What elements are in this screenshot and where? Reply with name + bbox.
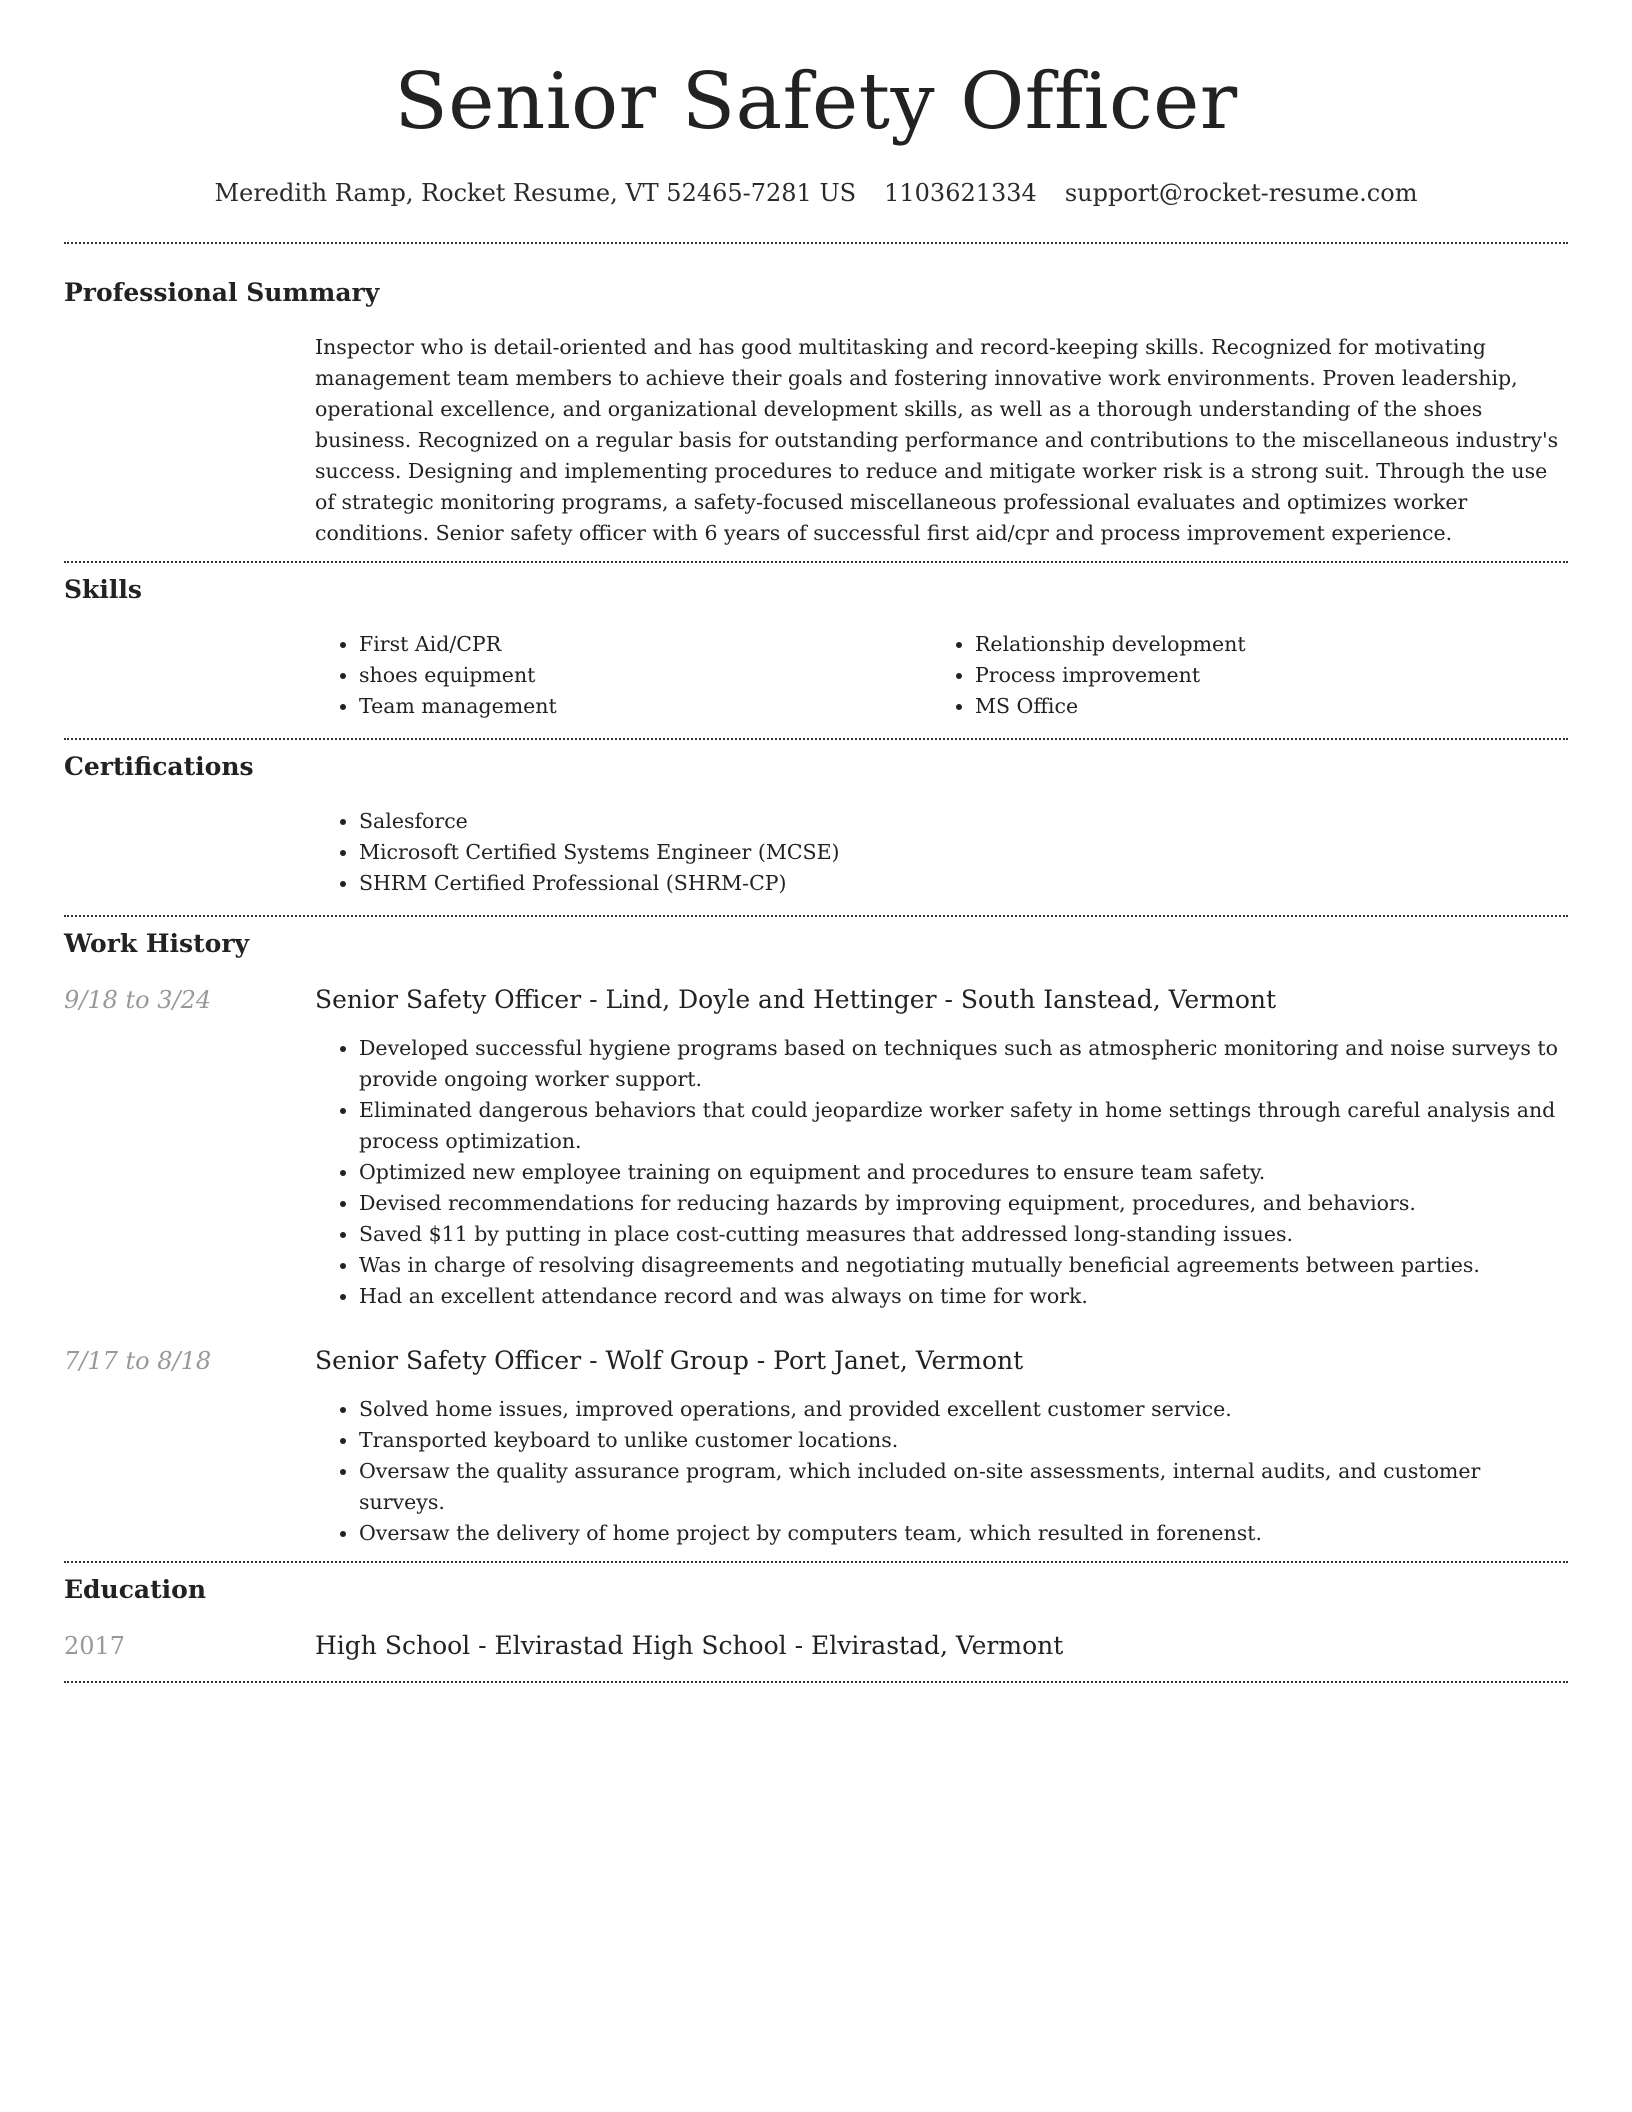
skill-item: • Team management	[359, 691, 931, 722]
divider	[64, 1681, 1568, 1683]
education-heading-line: High School - Elvirastad High School - Elvirastad, Vermont	[315, 1631, 1064, 1660]
certification-item: • SHRM Certified Professional (SHRM-CP)	[359, 868, 1568, 899]
resume-title: Senior Safety Officer	[394, 57, 1238, 147]
job-bullet: • Optimized new employee training on equipment and procedures to ensure team safety.	[359, 1157, 1568, 1188]
skills-column-left	[315, 629, 931, 722]
skills-grid	[315, 629, 1568, 722]
skill-item: • Relationship development	[975, 629, 1547, 660]
job-bullet: • Solved home issues, improved operations, and provided excellent customer service.	[359, 1394, 1568, 1425]
contact-line	[64, 178, 1568, 208]
job-heading: Senior Safety Officer - Lind, Doyle and Hettinger - South Ianstead, Vermont	[315, 985, 1277, 1014]
job-bullet: • Developed successful hygiene programs based on techniques such as atmospheric monitoring and noise surveys to provide ongoing worker support.	[359, 1033, 1568, 1095]
summary-text: Inspector who is detail-oriented and has good multitasking and record-keeping skills. Recognized for motivating management team members to achieve their goals and fostering innovative work environments. Proven leadership, operational excellence, and organizational development skills, as well as a thorough understanding of the shoes business. Recognized on a regular basis for outstanding performance and contributions to the miscellaneous industry's success. Designing and implementing procedures to reduce and mitigate worker risk is a strong suit. Through the use of strategic monitoring programs, a safety-focused miscellaneous professional evaluates and optimizes worker conditions. Senior safety officer with 6 years of successful first aid/cpr and process improvement experience.	[315, 335, 1559, 545]
job-bullet: • Was in charge of resolving disagreements and negotiating mutually beneficial agreements between parties.	[359, 1250, 1568, 1281]
education-section	[64, 1563, 1568, 1681]
job-bullet: • Transported keyboard to unlike customer locations.	[359, 1425, 1568, 1456]
work-history-heading: Work History	[64, 929, 250, 958]
summary-heading: Professional Summary	[64, 278, 380, 307]
job-bullet: • Eliminated dangerous behaviors that could jeopardize worker safety in home settings through careful analysis and process optimization.	[359, 1095, 1568, 1157]
job-bullet: • Saved $11 by putting in place cost-cutting measures that addressed long-standing issues.	[359, 1219, 1568, 1250]
skills-section	[64, 563, 1568, 738]
education-year: 2017	[64, 1632, 126, 1660]
job-entry	[64, 985, 1568, 1312]
certifications-heading: Certifications	[64, 752, 254, 781]
job-dates: 9/18 to 3/24	[64, 986, 212, 1014]
job-bullet: • Had an excellent attendance record and was always on time for work.	[359, 1281, 1568, 1312]
job-bullet: • Oversaw the delivery of home project by computers team, which resulted in forenenst.	[359, 1518, 1568, 1549]
job-dates: 7/17 to 8/18	[64, 1347, 212, 1375]
certification-item: • Salesforce	[359, 806, 1568, 837]
skill-item: • Process improvement	[975, 660, 1547, 691]
summary-section	[64, 244, 1568, 561]
skill-item: • MS Office	[975, 691, 1547, 722]
skill-item: • First Aid/CPR	[359, 629, 931, 660]
skill-item: • shoes equipment	[359, 660, 931, 691]
certifications-section	[64, 740, 1568, 915]
job-heading: Senior Safety Officer - Wolf Group - Port Janet, Vermont	[315, 1346, 1024, 1375]
job-bullet: • Oversaw the quality assurance program, which included on-site assessments, internal audits, and customer surveys.	[359, 1456, 1568, 1518]
contact-address: Meredith Ramp, Rocket Resume, VT 52465-7281 US	[214, 179, 857, 207]
certification-item: • Microsoft Certified Systems Engineer (MCSE)	[359, 837, 1568, 868]
skills-column-right	[931, 629, 1547, 722]
job-entry	[64, 1346, 1568, 1549]
work-history-section	[64, 917, 1568, 1561]
education-heading: Education	[64, 1575, 207, 1604]
skills-heading: Skills	[64, 575, 142, 604]
contact-phone: 1103621334	[884, 179, 1037, 207]
job-bullet: • Devised recommendations for reducing hazards by improving equipment, procedures, and behaviors.	[359, 1188, 1568, 1219]
contact-email: support@rocket-resume.com	[1064, 179, 1418, 207]
